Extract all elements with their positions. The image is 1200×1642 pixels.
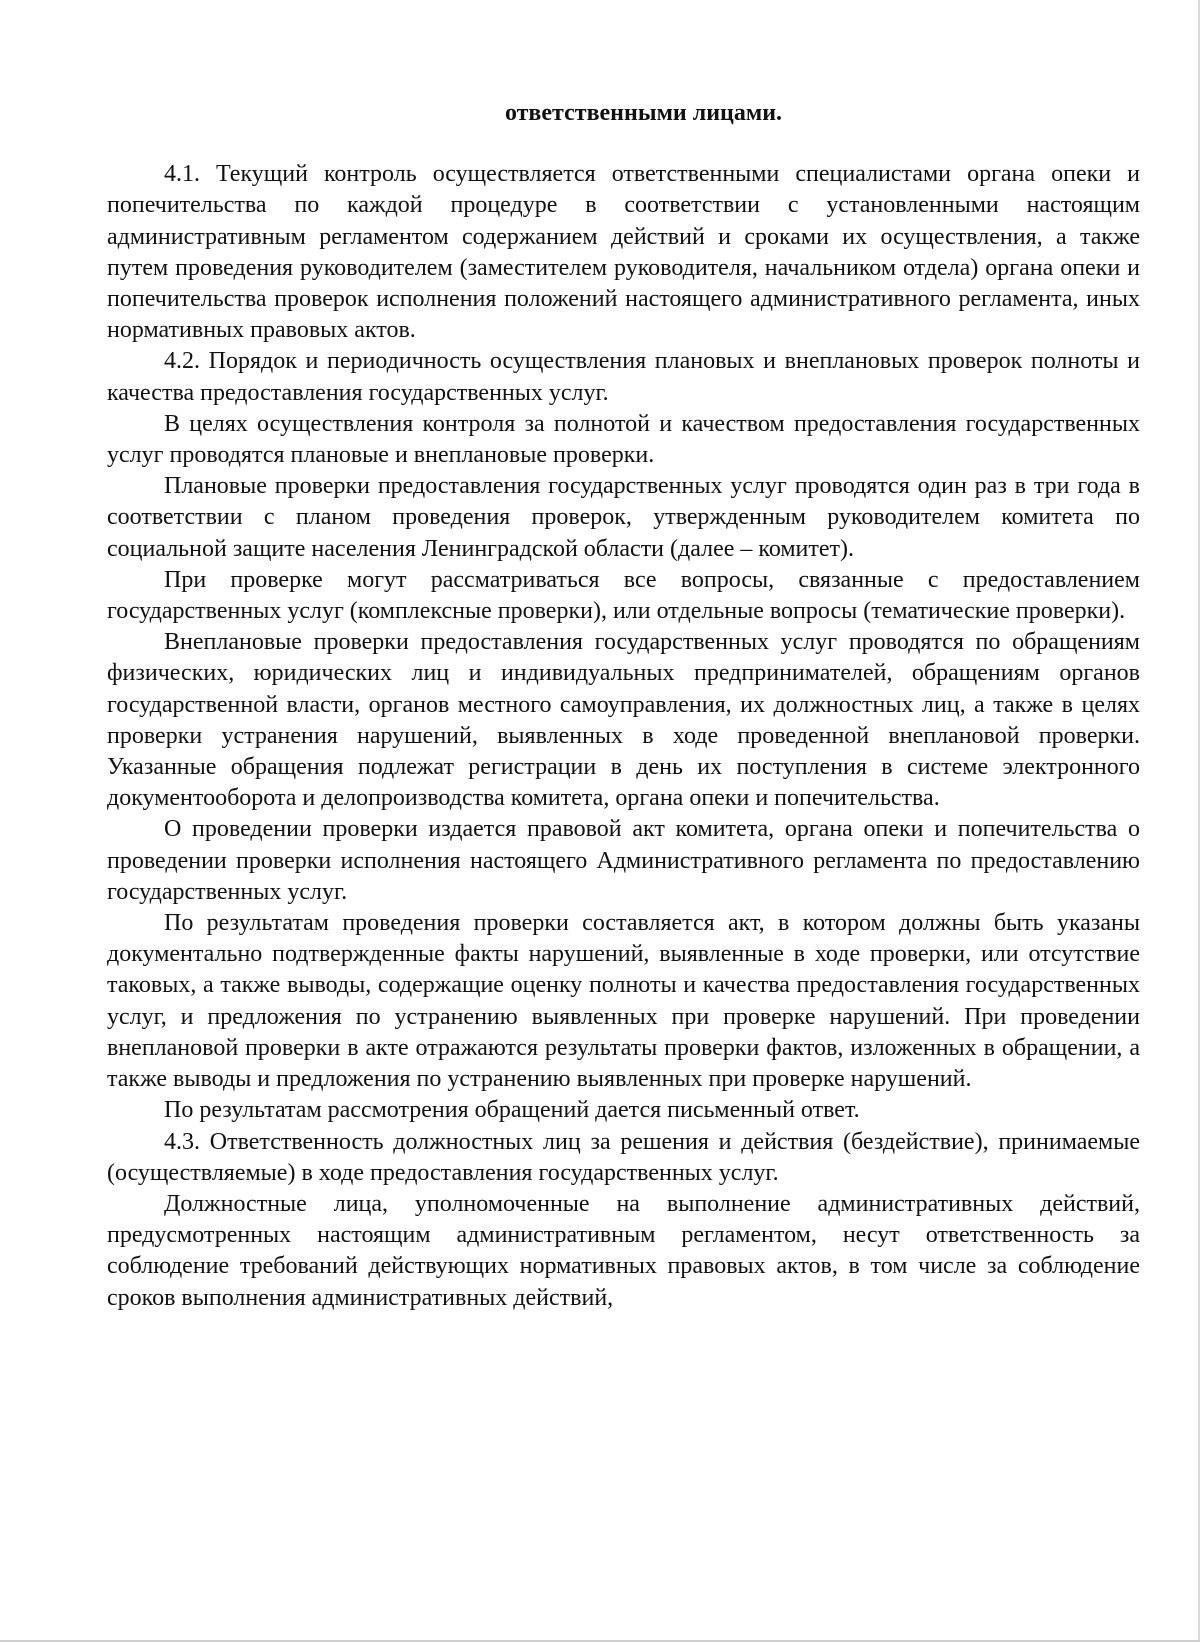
document-body bbox=[107, 98, 1140, 1314]
paragraph-officials-responsibility: Должностные лица, уполномоченные на выполнение административных действий, предусмотренных настоящим административным регламентом, несут ответственность за соблюдение требований действующих нормативных правовых актов, в том числе за соблюдение сроков выполнения административных действий, bbox=[107, 1190, 1140, 1311]
paragraph-legal-act: О проведении проверки издается правовой акт комитета, органа опеки и попечительства о проведении проверки исполнения настоящего Административного регламента по предоставлению государственных услуг. bbox=[107, 816, 1140, 905]
paragraph-control-purpose: В целях осуществления контроля за полнотой и качеством предоставления государственных услуг проводятся плановые и внеплановые проверки. bbox=[107, 410, 1140, 469]
section-heading: ответственными лицами. bbox=[504, 100, 783, 126]
paragraph-planned-inspections: Плановые проверки предоставления государственных услуг проводятся один раз в три года в соответствии с планом проведения проверок, утвержденным руководителем комитета по социальной защите населения Ленинградской области (далее – комитет). bbox=[107, 473, 1140, 562]
paragraph-4-1: 4.1. Текущий контроль осуществляется ответственными специалистами органа опеки и попечительства по каждой процедуре в соответствии с установленными настоящим административным регламентом содержанием действий и сроками их осуществления, а также путем проведения руководителем (заместителем руководителя, начальником отдела) органа опеки и попечительства проверок исполнения положений настоящего административного регламента, иных нормативных правовых актов. bbox=[107, 161, 1140, 344]
paragraph-inspection-results: По результатам проведения проверки составляется акт, в котором должны быть указаны документально подтвержденные факты нарушений, выявленные в ходе проверки, или отсутствие таковых, а также выводы, содержащие оценку полноты и качества предоставления государственных услуг, и предложения по устранению выявленных при проверке нарушений. При проведении внеплановой проверки в акте отражаются результаты проверки фактов, изложенных в обращении, а также выводы и предложения по устранению выявленных при проверке нарушений. bbox=[107, 910, 1140, 1093]
paragraph-4-3: 4.3. Ответственность должностных лиц за решения и действия (бездействие), принимаемые (осуществляемые) в ходе предоставления государственных услуг. bbox=[107, 1128, 1140, 1186]
paragraph-4-2: 4.2. Порядок и периодичность осуществления плановых и внеплановых проверок полноты и качества предоставления государственных услуг. bbox=[107, 348, 1140, 406]
paragraph-written-reply: По результатам рассмотрения обращений дается письменный ответ. bbox=[164, 1097, 860, 1124]
paragraph-unplanned-inspections: Внеплановые проверки предоставления государственных услуг проводятся по обращениям физических, юридических лиц и индивидуальных предпринимателей, обращениям органов государственной власти, органов местного самоуправления, их должностных лиц, а также в целях проверки устранения нарушений, выявленных в ходе проведенной внеплановой проверки. Указанные обращения подлежат регистрации в день их поступления в системе электронного документооборота и делопроизводства комитета, органа опеки и попечительства. bbox=[107, 629, 1140, 812]
paragraph-inspection-scope: При проверке могут рассматриваться все вопросы, связанные с предоставлением государственных услуг (комплексные проверки), или отдельные вопросы (тематические проверки). bbox=[107, 566, 1140, 625]
